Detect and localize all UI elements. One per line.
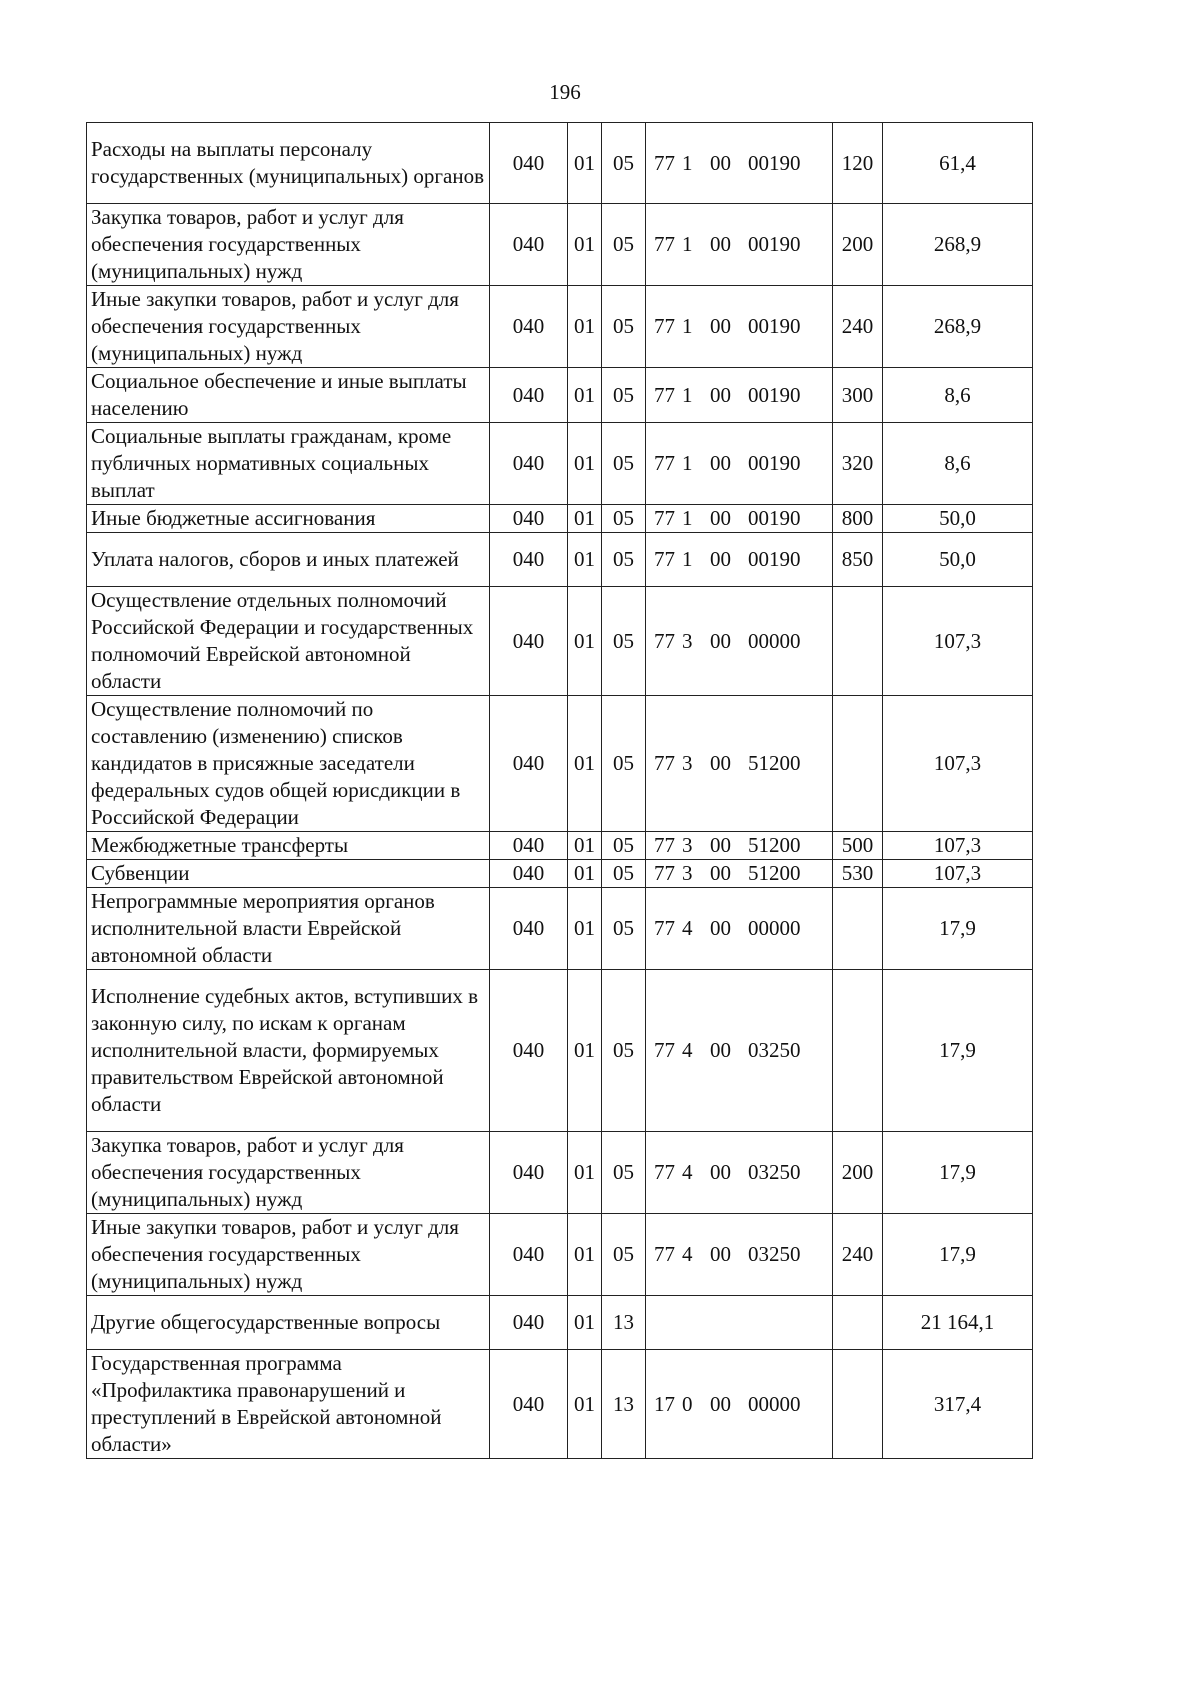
row-ved-code: 040 xyxy=(490,533,568,587)
row-ved-code: 040 xyxy=(490,888,568,970)
row-subsection-code: 05 xyxy=(602,888,646,970)
row-ved-code: 040 xyxy=(490,587,568,696)
row-name: Исполнение судебных актов, вступивших в законную силу, по искам к органам исполнительной власти, формируемых правительством Еврейской автономной области xyxy=(87,970,490,1132)
row-target-article xyxy=(646,368,833,423)
table-row xyxy=(87,368,1033,423)
row-amount: 107,3 xyxy=(883,860,1033,888)
table-row xyxy=(87,888,1033,970)
target-article-part: 1 xyxy=(682,547,693,571)
row-section-code: 01 xyxy=(568,1350,602,1459)
table-row xyxy=(87,286,1033,368)
row-subsection-code: 05 xyxy=(602,1214,646,1296)
row-section-code: 01 xyxy=(568,696,602,832)
table-row xyxy=(87,832,1033,860)
row-amount: 268,9 xyxy=(883,204,1033,286)
target-article-part: 3 xyxy=(682,628,693,653)
row-target-article xyxy=(646,696,833,832)
row-subsection-code: 05 xyxy=(602,123,646,204)
row-name: Межбюджетные трансферты xyxy=(87,832,490,860)
table-row xyxy=(87,1214,1033,1296)
row-target-article xyxy=(646,505,833,533)
target-article-part: 77 xyxy=(654,451,675,475)
target-article-part: 77 xyxy=(654,1160,675,1184)
row-expense-type-code: 120 xyxy=(833,123,883,204)
target-article-part: 77 xyxy=(654,506,675,530)
target-article-part: 0 xyxy=(682,1391,693,1416)
row-expense-type-code xyxy=(833,970,883,1132)
target-article-part: 00 xyxy=(710,314,731,338)
target-article-part: 4 xyxy=(682,916,693,940)
row-subsection-code: 05 xyxy=(602,1132,646,1214)
row-ved-code: 040 xyxy=(490,368,568,423)
target-article-part: 00000 xyxy=(748,628,801,653)
row-subsection-code: 13 xyxy=(602,1296,646,1350)
row-name: Государственная программа «Профилактика правонарушений и преступлений в Еврейской автономной области» xyxy=(87,1350,490,1459)
target-article-part: 51200 xyxy=(748,833,801,857)
target-article-part: 77 xyxy=(654,382,675,407)
target-article-part: 77 xyxy=(654,751,675,775)
table-row xyxy=(87,505,1033,533)
target-article-part: 00 xyxy=(710,1391,731,1416)
row-section-code: 01 xyxy=(568,123,602,204)
target-article-part: 3 xyxy=(682,833,693,857)
row-section-code: 01 xyxy=(568,204,602,286)
row-amount: 61,4 xyxy=(883,123,1033,204)
row-ved-code: 040 xyxy=(490,1132,568,1214)
row-ved-code: 040 xyxy=(490,696,568,832)
row-target-article xyxy=(646,832,833,860)
row-name: Осуществление отдельных полномочий Российской Федерации и государственных полномочий Еврейской автономной области xyxy=(87,587,490,696)
row-name: Социальное обеспечение и иные выплаты населению xyxy=(87,368,490,423)
row-section-code: 01 xyxy=(568,1296,602,1350)
row-ved-code: 040 xyxy=(490,123,568,204)
row-target-article xyxy=(646,286,833,368)
row-name: Иные закупки товаров, работ и услуг для обеспечения государственных (муниципальных) нужд xyxy=(87,1214,490,1296)
target-article-part: 1 xyxy=(682,232,693,256)
row-ved-code: 040 xyxy=(490,423,568,505)
row-name: Непрограммные мероприятия органов исполнительной власти Еврейской автономной области xyxy=(87,888,490,970)
row-subsection-code: 05 xyxy=(602,696,646,832)
target-article-part: 77 xyxy=(654,833,675,857)
table-row xyxy=(87,204,1033,286)
row-amount: 268,9 xyxy=(883,286,1033,368)
target-article-part: 77 xyxy=(654,547,675,571)
target-article-part: 3 xyxy=(682,751,693,775)
row-section-code: 01 xyxy=(568,286,602,368)
table-row xyxy=(87,1350,1033,1459)
row-target-article xyxy=(646,1296,833,1350)
target-article-part: 77 xyxy=(654,628,675,653)
target-article-part: 1 xyxy=(682,382,693,407)
target-article-part: 00190 xyxy=(748,506,801,530)
target-article-part: 77 xyxy=(654,314,675,338)
target-article-part: 77 xyxy=(654,861,675,885)
target-article-part: 00190 xyxy=(748,382,801,407)
row-target-article xyxy=(646,888,833,970)
target-article-part: 00 xyxy=(710,1038,731,1062)
row-section-code: 01 xyxy=(568,888,602,970)
target-article-part: 00 xyxy=(710,382,731,407)
row-subsection-code: 05 xyxy=(602,587,646,696)
row-target-article xyxy=(646,533,833,587)
target-article-part: 77 xyxy=(654,232,675,256)
row-ved-code: 040 xyxy=(490,286,568,368)
row-subsection-code: 05 xyxy=(602,533,646,587)
row-amount: 17,9 xyxy=(883,1214,1033,1296)
row-subsection-code: 05 xyxy=(602,423,646,505)
row-subsection-code: 05 xyxy=(602,832,646,860)
row-section-code: 01 xyxy=(568,587,602,696)
row-section-code: 01 xyxy=(568,860,602,888)
row-target-article xyxy=(646,123,833,204)
row-amount: 107,3 xyxy=(883,832,1033,860)
row-amount: 17,9 xyxy=(883,888,1033,970)
row-name: Расходы на выплаты персоналу государственных (муниципальных) органов xyxy=(87,123,490,204)
row-subsection-code: 05 xyxy=(602,860,646,888)
page-number: 196 xyxy=(549,80,581,104)
row-amount: 21 164,1 xyxy=(883,1296,1033,1350)
target-article-part: 00190 xyxy=(748,150,801,175)
target-article-part: 00190 xyxy=(748,314,801,338)
row-section-code: 01 xyxy=(568,368,602,423)
target-article-part: 00 xyxy=(710,1242,731,1266)
row-section-code: 01 xyxy=(568,1214,602,1296)
row-ved-code: 040 xyxy=(490,970,568,1132)
target-article-part: 4 xyxy=(682,1160,693,1184)
target-article-part: 1 xyxy=(682,506,693,530)
row-target-article xyxy=(646,204,833,286)
target-article-part: 4 xyxy=(682,1038,693,1062)
row-target-article xyxy=(646,1350,833,1459)
target-article-part: 1 xyxy=(682,150,693,175)
target-article-part: 51200 xyxy=(748,751,801,775)
row-amount: 317,4 xyxy=(883,1350,1033,1459)
target-article-part: 00 xyxy=(710,150,731,175)
row-amount: 8,6 xyxy=(883,368,1033,423)
row-name: Социальные выплаты гражданам, кроме публичных нормативных социальных выплат xyxy=(87,423,490,505)
row-ved-code: 040 xyxy=(490,1350,568,1459)
row-expense-type-code xyxy=(833,587,883,696)
target-article-part: 00 xyxy=(710,916,731,940)
row-ved-code: 040 xyxy=(490,832,568,860)
table-row xyxy=(87,860,1033,888)
row-section-code: 01 xyxy=(568,505,602,533)
row-subsection-code: 05 xyxy=(602,286,646,368)
row-expense-type-code: 530 xyxy=(833,860,883,888)
row-expense-type-code xyxy=(833,1296,883,1350)
target-article-part: 00 xyxy=(710,628,731,653)
target-article-part: 1 xyxy=(682,451,693,475)
row-expense-type-code: 240 xyxy=(833,286,883,368)
target-article-part: 3 xyxy=(682,861,693,885)
target-article-part: 00 xyxy=(710,506,731,530)
row-expense-type-code: 200 xyxy=(833,1132,883,1214)
row-section-code: 01 xyxy=(568,832,602,860)
row-amount: 8,6 xyxy=(883,423,1033,505)
target-article-part: 51200 xyxy=(748,861,801,885)
target-article-part: 17 xyxy=(654,1391,675,1416)
target-article-part: 00190 xyxy=(748,451,801,475)
row-amount: 50,0 xyxy=(883,533,1033,587)
row-amount: 17,9 xyxy=(883,1132,1033,1214)
table-row xyxy=(87,1132,1033,1214)
budget-table-body xyxy=(87,123,1033,1459)
target-article-part: 03250 xyxy=(748,1160,801,1184)
row-name: Иные бюджетные ассигнования xyxy=(87,505,490,533)
row-expense-type-code xyxy=(833,696,883,832)
target-article-part: 77 xyxy=(654,1242,675,1266)
row-expense-type-code: 500 xyxy=(833,832,883,860)
row-section-code: 01 xyxy=(568,533,602,587)
target-article-part: 00 xyxy=(710,451,731,475)
target-article-part: 4 xyxy=(682,1242,693,1266)
target-article-part: 00 xyxy=(710,833,731,857)
row-subsection-code: 13 xyxy=(602,1350,646,1459)
row-subsection-code: 05 xyxy=(602,368,646,423)
row-section-code: 01 xyxy=(568,1132,602,1214)
target-article-part: 00000 xyxy=(748,1391,801,1416)
row-expense-type-code: 320 xyxy=(833,423,883,505)
row-target-article xyxy=(646,970,833,1132)
row-ved-code: 040 xyxy=(490,505,568,533)
target-article-part: 00 xyxy=(710,751,731,775)
target-article-part: 00 xyxy=(710,232,731,256)
row-expense-type-code: 800 xyxy=(833,505,883,533)
row-ved-code: 040 xyxy=(490,1214,568,1296)
target-article-part: 03250 xyxy=(748,1038,801,1062)
row-section-code: 01 xyxy=(568,970,602,1132)
target-article-part: 00000 xyxy=(748,916,801,940)
row-expense-type-code: 300 xyxy=(833,368,883,423)
row-ved-code: 040 xyxy=(490,860,568,888)
row-target-article xyxy=(646,860,833,888)
target-article-part: 00 xyxy=(710,1160,731,1184)
row-ved-code: 040 xyxy=(490,204,568,286)
row-name: Осуществление полномочий по составлению (изменению) списков кандидатов в присяжные заседатели федеральных судов общей юрисдикции в Российской Федерации xyxy=(87,696,490,832)
row-expense-type-code: 240 xyxy=(833,1214,883,1296)
row-ved-code: 040 xyxy=(490,1296,568,1350)
target-article-part: 00 xyxy=(710,861,731,885)
row-subsection-code: 05 xyxy=(602,505,646,533)
row-name: Иные закупки товаров, работ и услуг для обеспечения государственных (муниципальных) нужд xyxy=(87,286,490,368)
table-row xyxy=(87,587,1033,696)
row-name: Другие общегосударственные вопросы xyxy=(87,1296,490,1350)
row-amount: 107,3 xyxy=(883,587,1033,696)
row-expense-type-code: 200 xyxy=(833,204,883,286)
table-row xyxy=(87,423,1033,505)
row-target-article xyxy=(646,587,833,696)
row-subsection-code: 05 xyxy=(602,970,646,1132)
target-article-part: 77 xyxy=(654,916,675,940)
row-name: Закупка товаров, работ и услуг для обеспечения государственных (муниципальных) нужд xyxy=(87,204,490,286)
target-article-part: 00 xyxy=(710,547,731,571)
table-row xyxy=(87,123,1033,204)
row-section-code: 01 xyxy=(568,423,602,505)
row-expense-type-code xyxy=(833,1350,883,1459)
row-target-article xyxy=(646,1214,833,1296)
row-subsection-code: 05 xyxy=(602,204,646,286)
row-target-article xyxy=(646,423,833,505)
target-article-part: 00190 xyxy=(748,232,801,256)
budget-table xyxy=(86,122,1033,1459)
target-article-part: 00190 xyxy=(748,547,801,571)
row-name: Закупка товаров, работ и услуг для обеспечения государственных (муниципальных) нужд xyxy=(87,1132,490,1214)
row-expense-type-code xyxy=(833,888,883,970)
row-name: Субвенции xyxy=(87,860,490,888)
row-name: Уплата налогов, сборов и иных платежей xyxy=(87,533,490,587)
table-row xyxy=(87,970,1033,1132)
row-target-article xyxy=(646,1132,833,1214)
target-article-part: 77 xyxy=(654,1038,675,1062)
table-row xyxy=(87,696,1033,832)
row-expense-type-code: 850 xyxy=(833,533,883,587)
row-amount: 17,9 xyxy=(883,970,1033,1132)
target-article-part: 03250 xyxy=(748,1242,801,1266)
target-article-part: 1 xyxy=(682,314,693,338)
row-amount: 50,0 xyxy=(883,505,1033,533)
row-amount: 107,3 xyxy=(883,696,1033,832)
target-article-part: 77 xyxy=(654,150,675,175)
table-row xyxy=(87,533,1033,587)
table-row xyxy=(87,1296,1033,1350)
